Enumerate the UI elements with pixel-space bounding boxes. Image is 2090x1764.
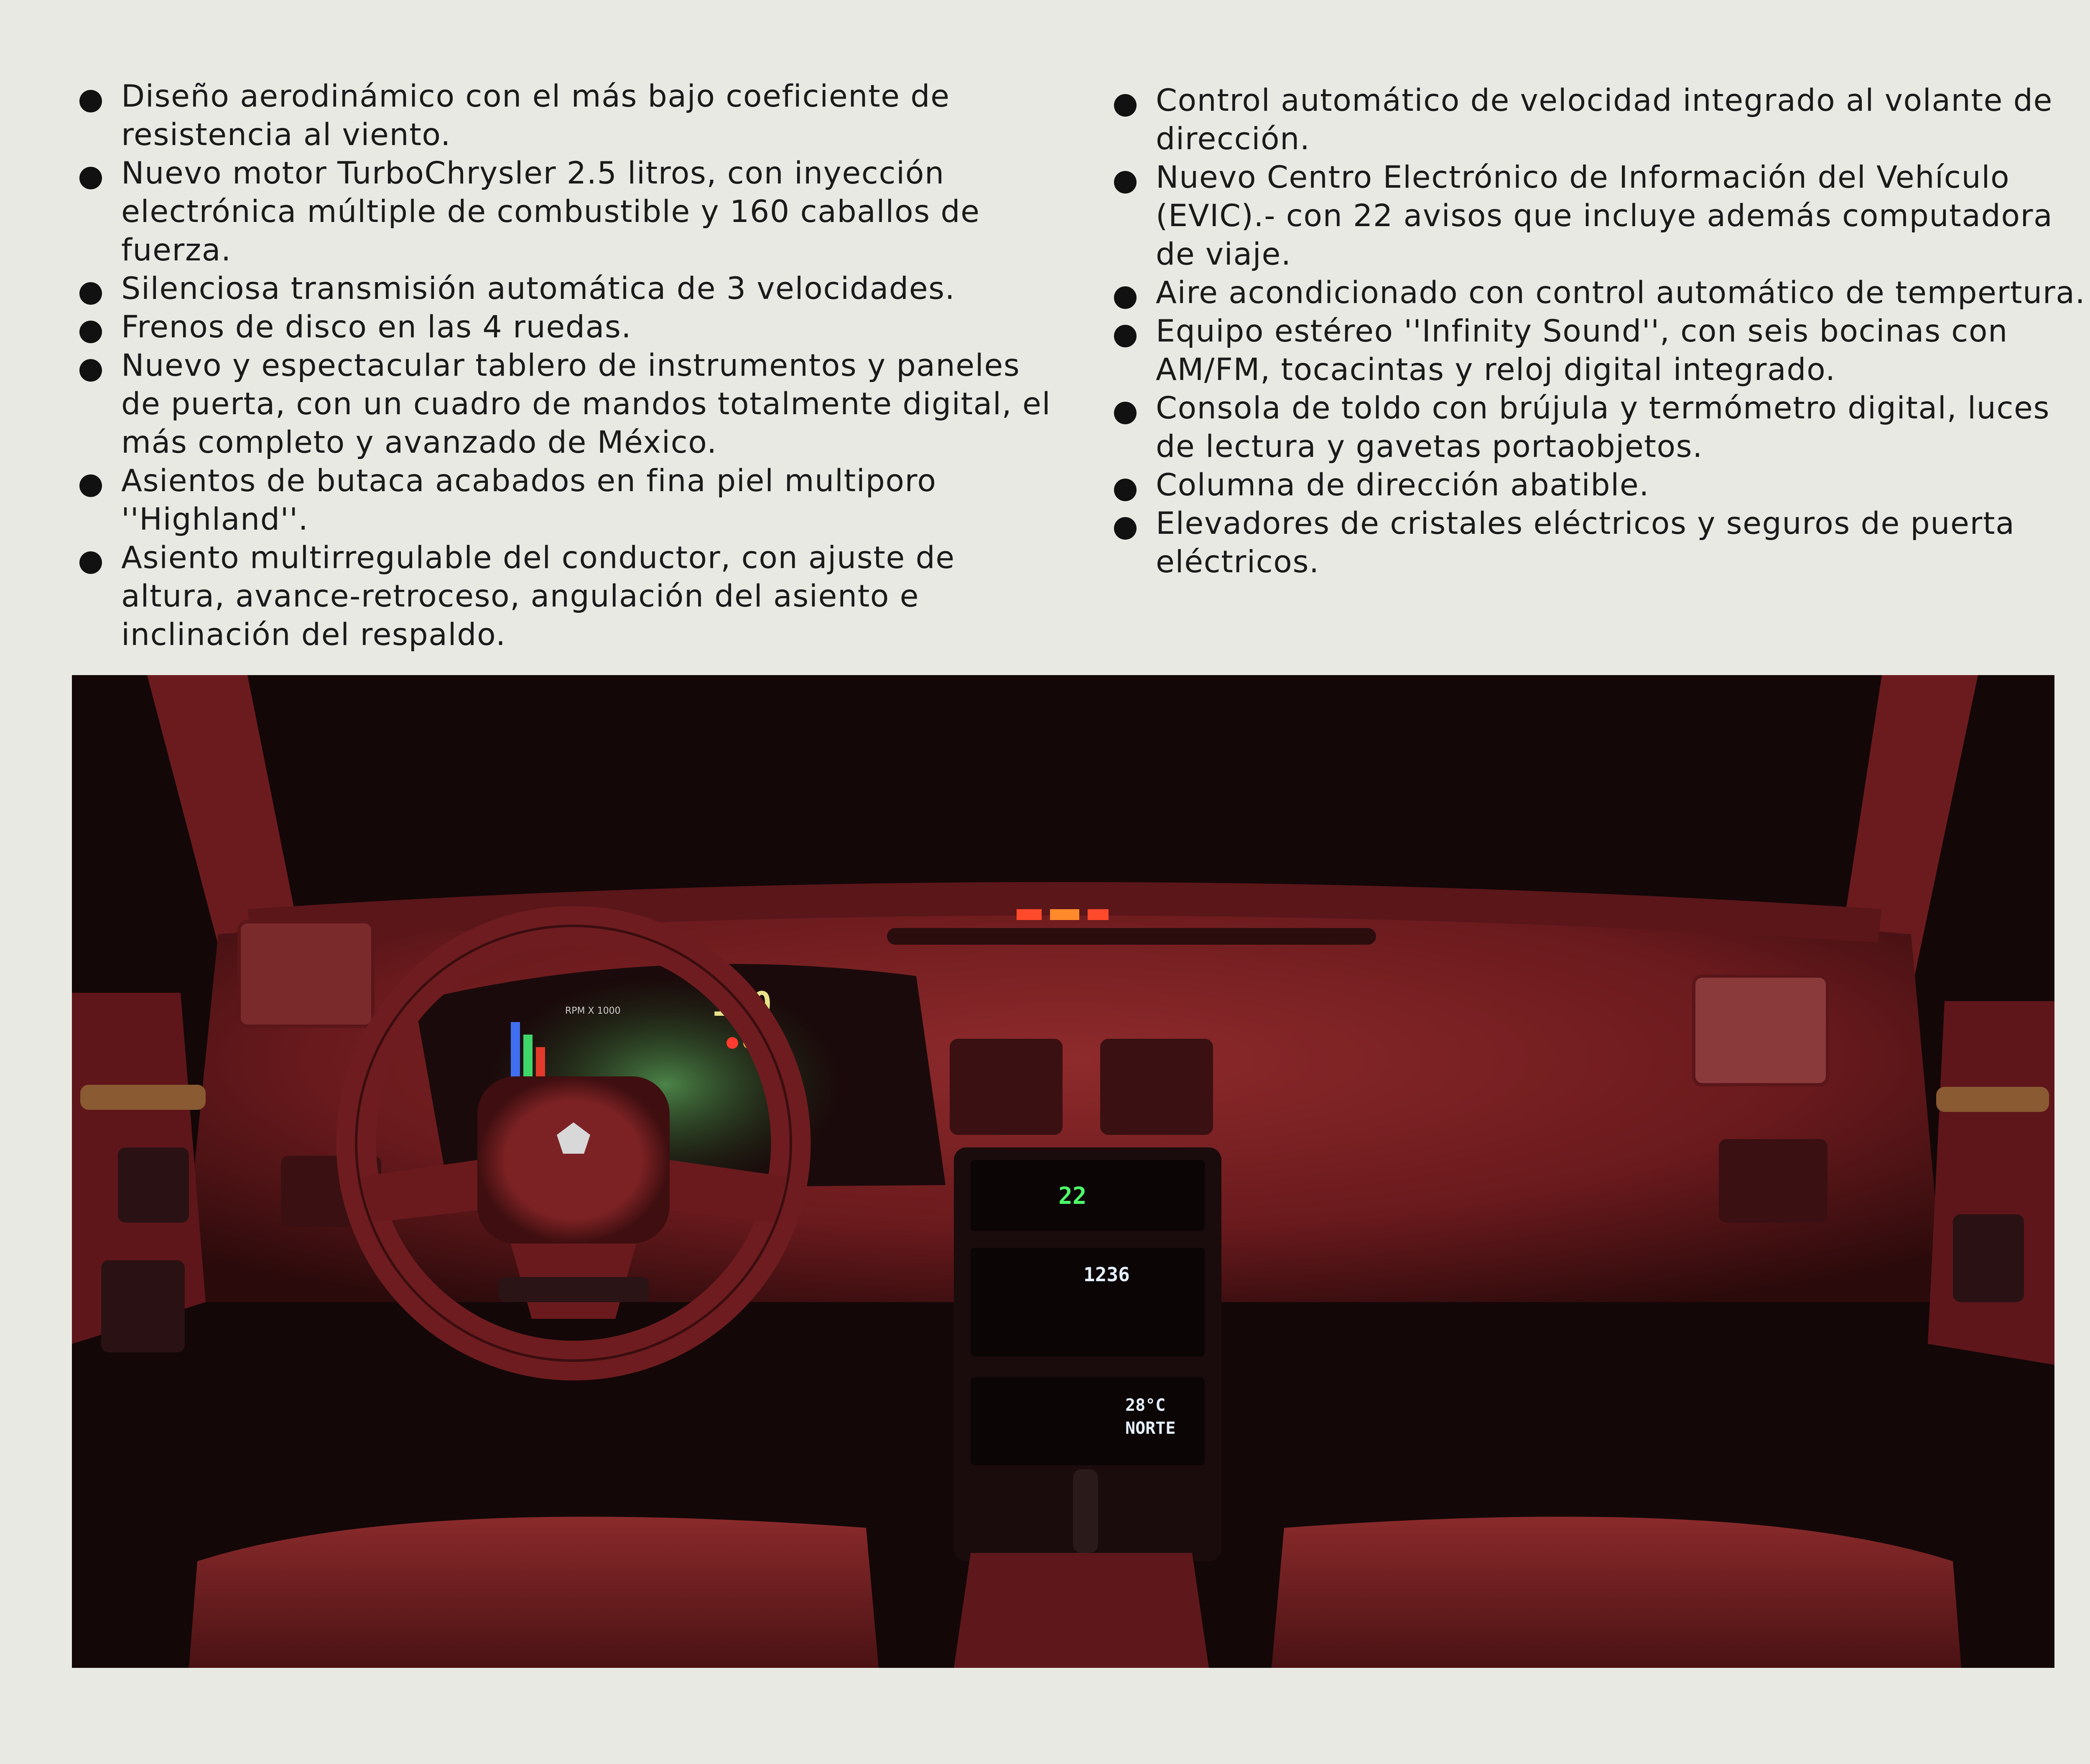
compass-temp: 28°C [1125,1396,1166,1415]
right-feature-item [1114,466,2088,505]
left-feature-item [79,77,1053,154]
clock-display: 1236 [1083,1263,1130,1286]
feature-text: Asiento multirregulable del conductor, con ajuste de altura, avance-retroceso, angulación del asiento e inclinación del respaldo. [121,540,955,653]
feature-text: Nuevo Centro Electrónico de Información del Vehículo (EVIC).- con 22 avisos que incluye además computadora de viaje. [1156,160,2053,272]
feature-text: Silenciosa transmisión automática de 3 velocidades. [121,271,956,306]
right-feature-item [1114,312,2088,389]
right-feature-item [1114,82,2088,158]
left-feature-item [79,462,1053,539]
speed-display: 120 [711,985,772,1024]
rpm-label: RPM X 1000 [565,1006,621,1016]
features-right-column [1114,82,2088,581]
feature-text: Frenos de disco en las 4 ruedas. [121,309,632,345]
feature-text: Equipo estéreo ''Infinity Sound'', con seis bocinas con AM/FM, tocacintas y reloj digital integrado. [1156,314,2008,387]
bullet-icon [1114,286,1137,309]
dashboard-photo [72,675,2054,1668]
left-feature-item [79,154,1053,270]
bullet-icon [79,90,102,112]
dashboard-illustration [72,675,2054,1668]
bullet-icon [1114,171,1137,194]
bullet-icon [1114,94,1137,117]
climate-display: 22 [1058,1183,1087,1210]
feature-text: Nuevo motor TurboChrysler 2.5 litros, con inyección electrónica múltiple de combustible y 160 caballos de fuerza. [121,155,980,268]
features-right-list [1114,82,2088,581]
left-feature-item [79,539,1053,654]
bullet-icon [1114,517,1137,540]
bullet-icon [79,474,102,497]
bullet-icon [1114,479,1137,501]
feature-text: Diseño aerodinámico con el más bajo coeficiente de resistencia al viento. [121,79,950,153]
features-left-column [79,77,1053,654]
feature-text: Aire acondicionado con control automático de tempertura. [1156,275,2086,311]
bullet-icon [79,321,102,343]
right-feature-item [1114,158,2088,274]
feature-text: Asientos de butaca acabados en fina piel multiporo ''Highland''. [121,463,937,537]
left-feature-item [79,308,1053,347]
right-feature-item [1114,274,2088,312]
bullet-icon [79,167,102,189]
feature-text: Columna de dirección abatible. [1156,467,1650,503]
compass-heading: NORTE [1125,1419,1176,1438]
bullet-icon [1114,325,1137,347]
feature-text: Control automático de velocidad integrado al volante de dirección. [1156,83,2053,157]
right-feature-item [1114,505,2088,581]
bullet-icon [79,282,102,305]
feature-text: Nuevo y espectacular tablero de instrumentos y paneles de puerta, con un cuadro de mandos totalmente digital, el más completo y avanzado de México. [121,348,1051,460]
left-feature-item [79,270,1053,308]
left-feature-item [79,347,1053,462]
right-feature-item [1114,389,2088,466]
bullet-icon [79,551,102,574]
feature-text: Elevadores de cristales eléctricos y seguros de puerta eléctricos. [1156,506,2015,580]
bullet-icon [1114,402,1137,424]
features-left-list [79,77,1053,654]
feature-text: Consola de toldo con brújula y termómetro digital, luces de lectura y gavetas portaobjetos. [1156,390,2050,464]
bullet-icon [79,359,102,382]
